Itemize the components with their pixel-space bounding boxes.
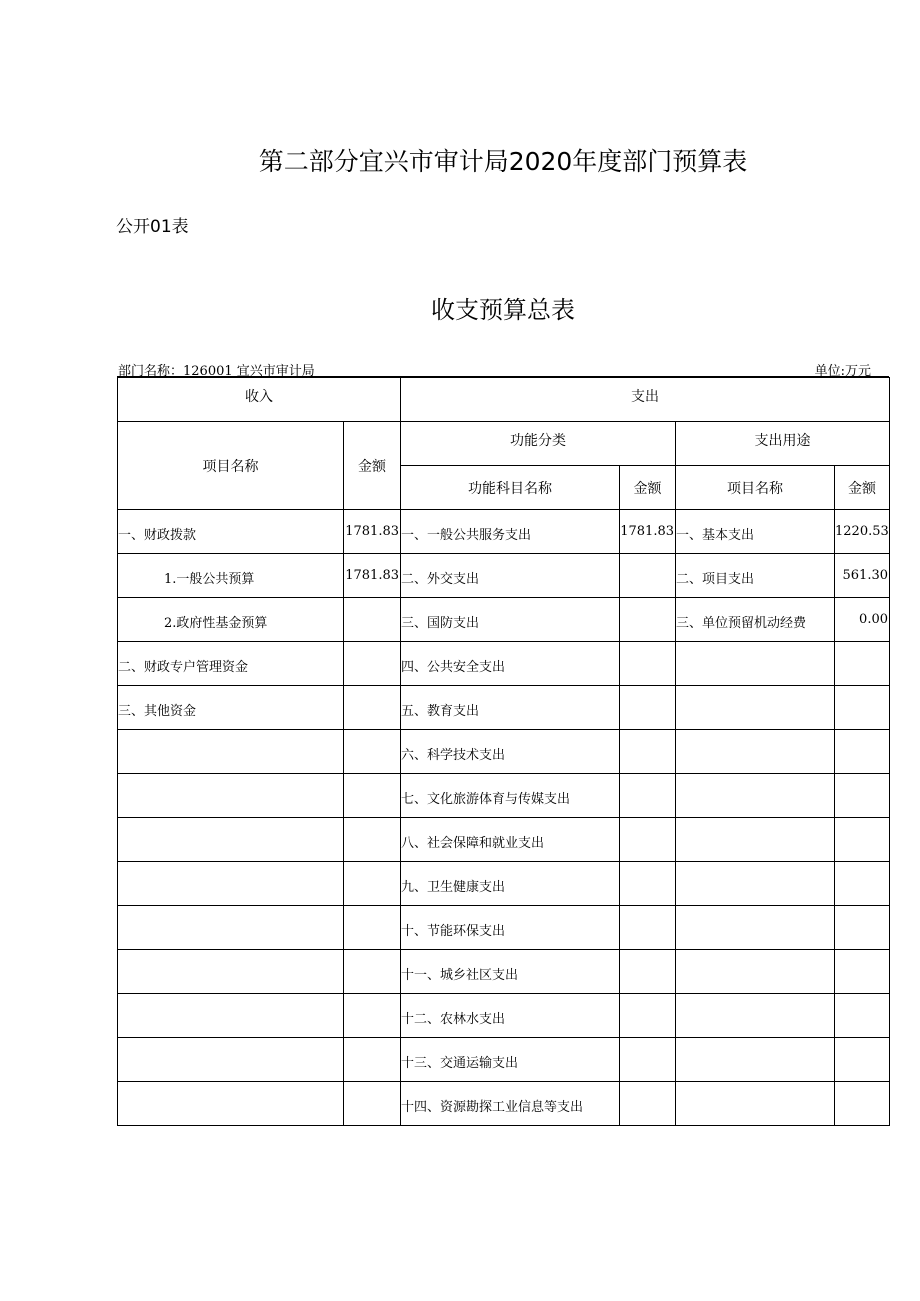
income-item-cell [118,730,344,774]
header-row-2 [118,422,890,466]
income-amount-header: 金额 [344,422,401,510]
use-amount-cell: 1220.53 [835,510,890,554]
income-amount-cell [344,950,401,994]
func-item-cell: 三、国防支出 [401,598,620,642]
func-item-cell: 十四、资源勘探工业信息等支出 [401,1082,620,1126]
income-amount-cell [344,994,401,1038]
use-amount-cell [835,642,890,686]
use-amount-cell [835,730,890,774]
func-amount-cell [620,554,676,598]
use-amount-cell [835,906,890,950]
func-amount-cell [620,994,676,1038]
income-amount-cell [344,818,401,862]
func-amount-cell [620,862,676,906]
form-number: 公开01表 [116,217,189,237]
func-amount-header: 金额 [620,466,676,510]
func-item-cell: 八、社会保障和就业支出 [401,818,620,862]
use-amount-cell [835,994,890,1038]
func-amount-cell [620,730,676,774]
func-item-cell: 一、一般公共服务支出 [401,510,620,554]
use-item-cell [676,730,835,774]
income-item-cell: 一、财政拨款 [118,510,344,554]
expense-header: 支出 [401,378,890,422]
table-row [118,686,890,730]
use-amount-cell [835,1082,890,1126]
table-row [118,994,890,1038]
income-amount-cell [344,1082,401,1126]
func-item-cell: 十一、城乡社区支出 [401,950,620,994]
income-amount-cell [344,686,401,730]
func-item-cell: 五、教育支出 [401,686,620,730]
use-item-cell: 二、项目支出 [676,554,835,598]
income-amount-cell [344,598,401,642]
use-item-cell [676,950,835,994]
use-amount-cell [835,686,890,730]
department-label: 部门名称：126001 宜兴市审计局 [118,364,315,379]
table-row [118,950,890,994]
func-amount-cell [620,774,676,818]
table-row [118,818,890,862]
use-amount-cell [835,818,890,862]
income-item-cell [118,774,344,818]
income-item-cell [118,862,344,906]
income-amount-cell [344,774,401,818]
func-item-cell: 十、节能环保支出 [401,906,620,950]
income-item-cell [118,818,344,862]
table-row [118,642,890,686]
use-item-cell [676,994,835,1038]
table-row [118,906,890,950]
use-item-cell [676,774,835,818]
func-amount-cell [620,1082,676,1126]
use-item-cell: 三、单位预留机动经费 [676,598,835,642]
income-amount-cell [344,730,401,774]
table-row [118,1082,890,1126]
use-amount-cell [835,1038,890,1082]
expense-use-header: 支出用途 [676,422,890,466]
use-item-cell [676,642,835,686]
func-amount-cell [620,906,676,950]
func-item-cell: 十二、农林水支出 [401,994,620,1038]
use-item-cell [676,1082,835,1126]
income-header: 收入 [118,378,401,422]
use-item-header: 项目名称 [676,466,835,510]
table-title: 收支预算总表 [431,296,575,324]
income-item-cell [118,950,344,994]
income-item-cell: 2.政府性基金预算 [118,598,344,642]
income-item-cell [118,1038,344,1082]
table-row [118,510,890,554]
budget-table-body [118,378,890,1126]
use-item-cell [676,1038,835,1082]
income-amount-cell [344,642,401,686]
unit-label: 单位:万元 [814,364,871,379]
income-item-cell: 二、财政专户管理资金 [118,642,344,686]
income-amount-cell: 1781.83 [344,554,401,598]
func-item-cell: 九、卫生健康支出 [401,862,620,906]
table-row [118,730,890,774]
income-amount-cell [344,906,401,950]
func-item-cell: 十三、交通运输支出 [401,1038,620,1082]
income-item-cell: 1.一般公共预算 [118,554,344,598]
income-item-cell [118,1082,344,1126]
func-item-cell: 七、文化旅游体育与传媒支出 [401,774,620,818]
table-row [118,862,890,906]
document-title: 第二部分宜兴市审计局2020年度部门预算表 [258,147,748,176]
income-amount-cell: 1781.83 [344,510,401,554]
budget-table [117,377,890,1126]
income-item-header: 项目名称 [118,422,344,510]
func-amount-cell: 1781.83 [620,510,676,554]
table-row [118,774,890,818]
table-row [118,554,890,598]
income-amount-cell [344,1038,401,1082]
income-item-cell: 三、其他资金 [118,686,344,730]
func-item-cell: 二、外交支出 [401,554,620,598]
header-row-1 [118,378,890,422]
func-amount-cell [620,1038,676,1082]
func-amount-cell [620,598,676,642]
use-amount-cell: 561.30 [835,554,890,598]
use-item-cell [676,862,835,906]
table-row [118,598,890,642]
use-amount-cell: 0.00 [835,598,890,642]
use-amount-cell [835,950,890,994]
func-item-header: 功能科目名称 [401,466,620,510]
func-item-cell: 六、科学技术支出 [401,730,620,774]
use-item-cell [676,686,835,730]
use-amount-cell [835,774,890,818]
use-amount-header: 金额 [835,466,890,510]
income-amount-cell [344,862,401,906]
use-amount-cell [835,862,890,906]
use-item-cell: 一、基本支出 [676,510,835,554]
func-amount-cell [620,818,676,862]
income-item-cell [118,906,344,950]
use-item-cell [676,818,835,862]
func-amount-cell [620,642,676,686]
func-item-cell: 四、公共安全支出 [401,642,620,686]
table-row [118,1038,890,1082]
func-amount-cell [620,950,676,994]
func-class-header: 功能分类 [401,422,676,466]
func-amount-cell [620,686,676,730]
use-item-cell [676,906,835,950]
income-item-cell [118,994,344,1038]
